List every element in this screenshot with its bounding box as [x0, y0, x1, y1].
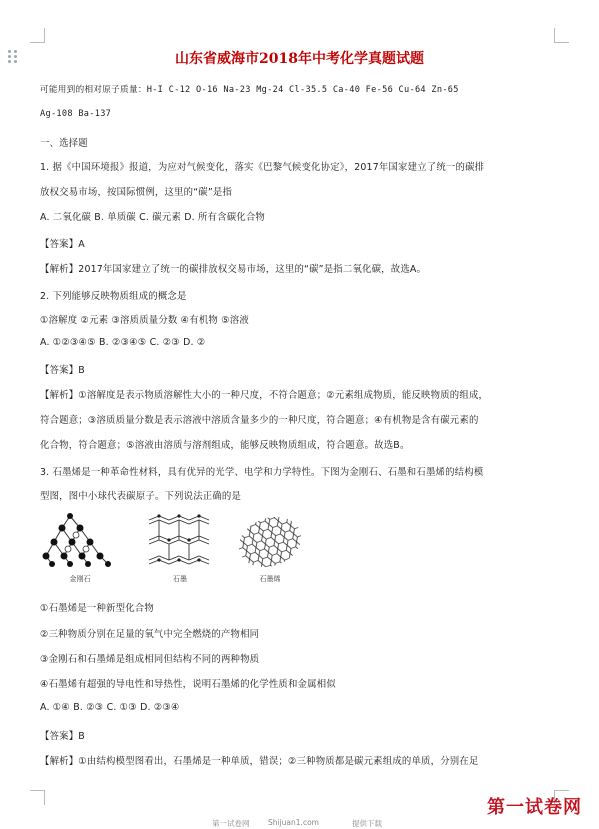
- q3-options: A. ①④ B. ②③ C. ①③ D. ②③④: [40, 702, 180, 713]
- q2-analysis-line-1: 【解析】①溶解度是表示物质溶解性大小的一种尺度，不符合题意；②元素组成物质，能反映物质的组成，: [40, 390, 489, 401]
- q3-stem-line-1: 3. 石墨烯是一种革命性材料，具有优异的光学、电学和力学特性。下图为金刚石、石墨和石墨烯的结构模: [40, 467, 484, 478]
- q3-analysis: 【解析】①由结构模型图看出，石墨烯是一种单质，错误；②三种物质都是碳元素组成的单质，分别在足: [40, 756, 479, 767]
- q1-answer: 【答案】A: [40, 239, 85, 250]
- footer-site-url[interactable]: Shijuan1.com: [268, 818, 319, 827]
- q3-stem-line-2: 型图，图中小球代表碳原子。下列说法正确的是: [40, 491, 242, 502]
- diamond-caption: 金刚石: [69, 575, 91, 583]
- diamond-structure-image: [40, 512, 120, 583]
- brand-logo: 第一试卷网: [487, 797, 582, 818]
- q3-statement-1: ①石墨烯是一种新型化合物: [40, 603, 154, 614]
- crop-mark-top-right: [554, 28, 569, 43]
- q2-stem: 2. 下列能够反映物质组成的概念是: [40, 291, 187, 302]
- carbon-structures-figure: [40, 512, 300, 587]
- graphite-structure-image: [145, 512, 215, 583]
- atomic-masses-line-2: Ag-108 Ba-137: [40, 109, 112, 119]
- q2-analysis-line-2: 符合题意；③溶质质量分数是表示溶液中溶质含量多少的一种尺度，符合题意；④有机物是含有碳元素的: [40, 415, 479, 426]
- q1-stem-line-2: 放权交易市场，按国际惯例，这里的“碳”是指: [40, 187, 233, 198]
- atomic-masses-line-1: 可能用到的相对原子质量：H-I C-12 O-16 Na-23 Mg-24 Cl-35.5 Ca-40 Fe-56 Cu-64 Zn-65: [40, 85, 459, 95]
- q3-answer: 【答案】B: [40, 731, 85, 742]
- q2-options: A. ①②③④⑤ B. ②③④⑤ C. ②③ D. ②: [40, 337, 206, 348]
- q3-statement-4: ④石墨烯有超强的导电性和导热性，说明石墨烯的化学性质和金属相似: [40, 679, 336, 690]
- crop-mark-top-left: [30, 28, 45, 43]
- q1-analysis: 【解析】2017年国家建立了统一的碳排放权交易市场，这里的“碳”是指二氧化碳，故选A。: [40, 264, 427, 275]
- q3-statement-2: ②三种物质分别在足量的氧气中完全燃烧的产物相同: [40, 629, 260, 640]
- graphene-structure-image: [235, 512, 305, 583]
- q1-stem-line-1: 1. 据《中国环境报》报道，为应对气候变化，落实《巴黎气候变化协定》，2017年国家建立了统一的碳排: [40, 162, 485, 173]
- q3-statement-3: ③金刚石和石墨烯是组成相同但结构不同的两种物质: [40, 654, 260, 665]
- graphite-caption: 石墨: [173, 575, 187, 583]
- graphene-caption: 石墨烯: [259, 575, 281, 583]
- q1-options: A. 二氧化碳 B. 单质碳 C. 碳元素 D. 所有含碳化合物: [40, 212, 266, 223]
- q2-answer: 【答案】B: [40, 365, 85, 376]
- crop-mark-bottom-left: [30, 790, 45, 805]
- footer-download-text: 提供下载: [352, 819, 382, 828]
- section-heading: 一、选择题: [40, 138, 88, 149]
- document-title: 山东省威海市2018年中考化学真题试题: [175, 51, 424, 67]
- footer-site-name: 第一试卷网: [212, 819, 250, 828]
- q2-items: ①溶解度 ②元素 ③溶质质量分数 ④有机物 ⑤溶液: [40, 315, 249, 326]
- q2-analysis-line-3: 化合物，符合题意；⑤溶液由溶质与溶剂组成，能够反映物质组成，符合题意。故选B。: [40, 440, 410, 451]
